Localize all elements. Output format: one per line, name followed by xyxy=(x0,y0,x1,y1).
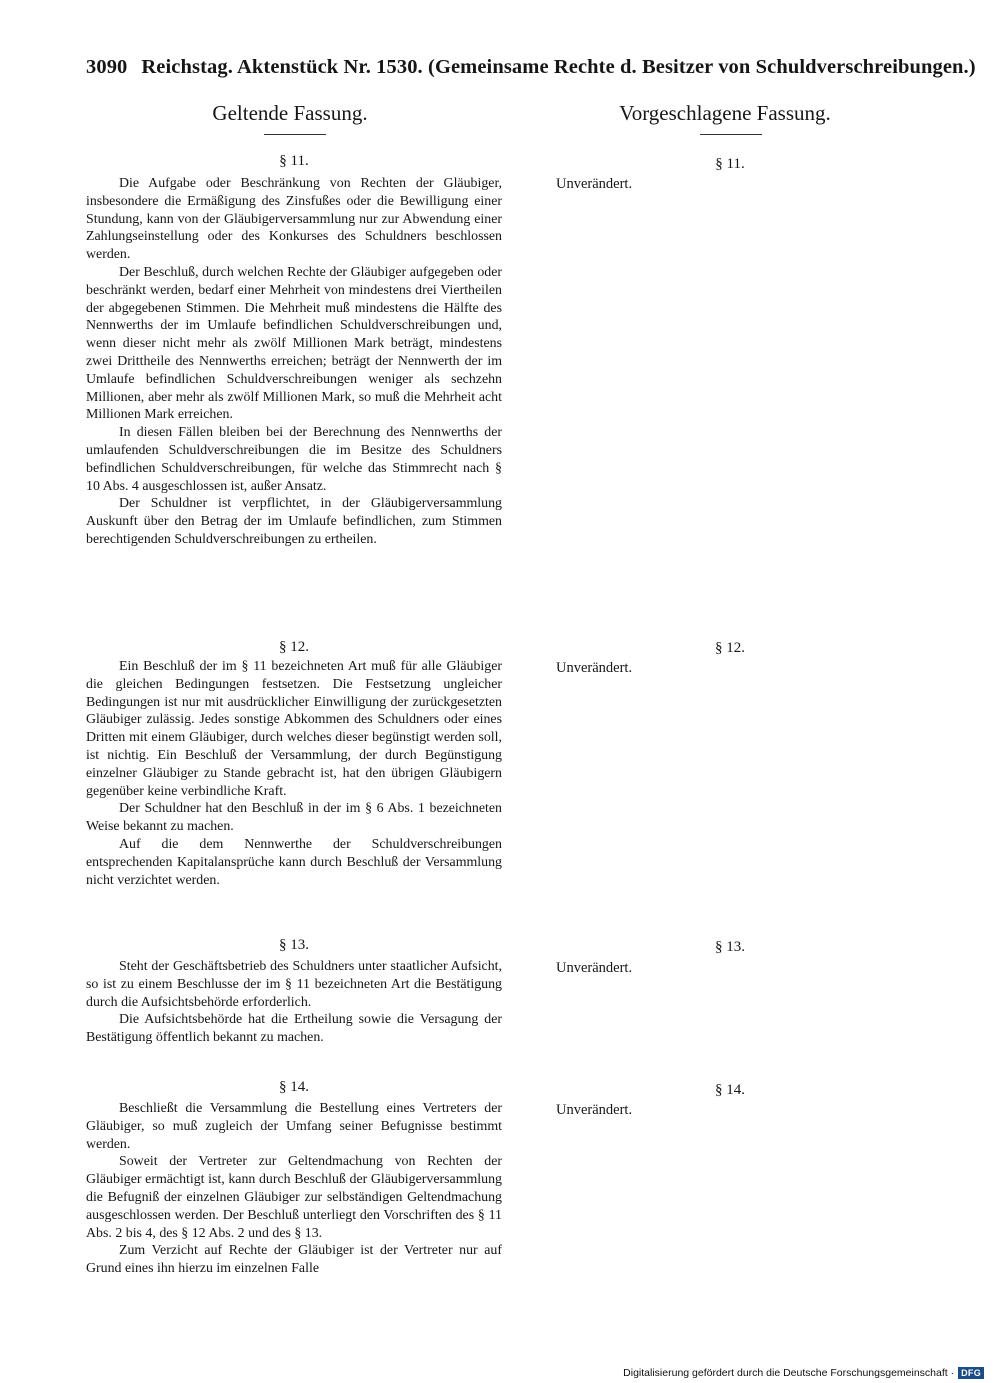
paragraph: Auf die dem Nennwerthe der Schuldverschreibungen entsprechenden Kapitalansprüche kann durch Beschluß der Versammlung nicht verzichtet werden. xyxy=(86,836,502,888)
unchanged-label-12: Unverändert. xyxy=(556,660,633,676)
section-number-13: § 13. xyxy=(279,937,309,953)
section-number-13-proposed: § 13. xyxy=(715,939,745,955)
section-number-14-proposed: § 14. xyxy=(715,1082,745,1098)
unchanged-label-11: Unverändert. xyxy=(556,176,633,192)
unchanged-label-13: Unverändert. xyxy=(556,960,633,976)
right-column-heading: Vorgeschlagene Fassung. xyxy=(619,101,831,125)
unchanged-label-14: Unverändert. xyxy=(556,1102,633,1118)
section-number-12: § 12. xyxy=(279,639,309,655)
paragraph: Der Beschluß, durch welchen Rechte der Gläubiger aufgegeben oder beschränkt werden, bedarf einer Mehrheit von mindestens drei Viertheilen der abgegebenen Stimmen. Die Mehrheit muß mindestens die Hälfte des Nennwerths der im Umlaufe befindlichen Schuldverschreibungen und, wenn dieser nicht mehr als zwölf Millionen Mark beträgt, mindestens zwei Drittheile des Nennwerths erreichen; beträgt der Nennwerth der im Umlaufe befindlichen Schuldverschreibungen weniger als sechzehn Millionen, aber mehr als zwölf Millionen Mark, so muß die Mehrheit acht Millionen Mark erreichen. xyxy=(86,264,502,423)
credit-text: Digitalisierung gefördert durch die Deutsche Forschungsgemeinschaft · xyxy=(623,1367,955,1379)
paragraph: Zum Verzicht auf Rechte der Gläubiger ist der Vertreter nur auf Grund eines ihn hierzu im einzelnen Falle xyxy=(86,1243,502,1277)
section-number-14: § 14. xyxy=(279,1079,309,1095)
section-13-text xyxy=(86,958,502,1047)
section-number-11-proposed: § 11. xyxy=(715,156,745,172)
paragraph: Ein Beschluß der im § 11 bezeichneten Art muß für alle Gläubiger die gleichen Bedingungen festsetzen. Die Festsetzung ungleicher Bedingungen ist nur mit ausdrücklicher Einwilligung der zurückgesetzten Gläubiger zulässig. Jedes sonstige Abkommen des Schuldners oder eines Dritten mit einem Gläubiger, durch welches dieser begünstigt werden soll, ist nichtig. Ein Beschluß der Versammlung, der durch Begünstigung einzelner Gläubiger zu Stande gebracht ist, hat den übrigen Gläubigern gegenüber keine verbindliche Kraft. xyxy=(86,659,502,799)
section-14-text xyxy=(86,1100,502,1278)
section-11-text xyxy=(86,175,502,549)
section-number-11: § 11. xyxy=(279,153,309,169)
paragraph: In diesen Fällen bleiben bei der Berechnung des Nennwerths der umlaufenden Schuldverschreibungen die im Besitze des Schuldners befindlichen Schuldverschreibungen, für welche das Stimmrecht nach § 10 Abs. 4 ausgeschlossen ist, außer Ansatz. xyxy=(86,425,502,494)
running-header xyxy=(86,54,976,80)
right-heading-rule xyxy=(700,134,762,135)
running-title: Reichstag. Aktenstück Nr. 1530. (Gemeinsame Rechte d. Besitzer von Schuldverschreibungen.) xyxy=(141,56,976,78)
paragraph: Der Schuldner ist verpflichtet, in der Gläubigerversammlung Auskunft über den Betrag der im Umlaufe befindlichen, zum Stimmen berechtigenden Schuldverschreibungen zu ertheilen. xyxy=(86,496,502,547)
paragraph: Steht der Geschäftsbetrieb des Schuldners unter staatlicher Aufsicht, so ist zu einem Beschlusse der im § 11 bezeichneten Art die Bestätigung durch die Aufsichtsbehörde erforderlich. xyxy=(86,959,502,1010)
left-heading-rule xyxy=(264,134,326,135)
paragraph: Die Aufgabe oder Beschränkung von Rechten der Gläubiger, insbesondere die Ermäßigung des Zinsfußes oder die Bewilligung einer Stundung, kann von der Gläubigerversammlung nur zur Abwendung einer Zahlungseinstellung oder des Konkurses des Schuldners beschlossen werden. xyxy=(86,176,502,263)
paragraph: Der Schuldner hat den Beschluß in der im § 6 Abs. 1 bezeichneten Weise bekannt zu machen. xyxy=(86,801,502,835)
section-number-12-proposed: § 12. xyxy=(715,640,745,656)
paragraph: Soweit der Vertreter zur Geltendmachung von Rechten der Gläubiger ermächtigt ist, kann durch Beschluß der Gläubigerversammlung die Befugniß der einzelnen Gläubiger zur selbständigen Geltendmachung ausgeschlossen werden. Der Beschluß unterliegt den Vorschriften des § 11 Abs. 2 bis 4, des § 12 Abs. 2 und des § 13. xyxy=(86,1154,502,1241)
paragraph: Beschließt die Versammlung die Bestellung eines Vertreters der Gläubiger, so muß zugleich der Umfang seiner Befugnisse bestimmt werden. xyxy=(86,1101,502,1152)
page-number: 3090 xyxy=(86,56,128,78)
dfg-logo: DFG xyxy=(958,1367,984,1379)
digitization-credit xyxy=(623,1366,984,1380)
section-12-text xyxy=(86,658,502,889)
left-column-heading: Geltende Fassung. xyxy=(212,101,368,125)
paragraph: Die Aufsichtsbehörde hat die Ertheilung sowie die Versagung der Bestätigung öffentlich bekannt zu machen. xyxy=(86,1012,502,1046)
